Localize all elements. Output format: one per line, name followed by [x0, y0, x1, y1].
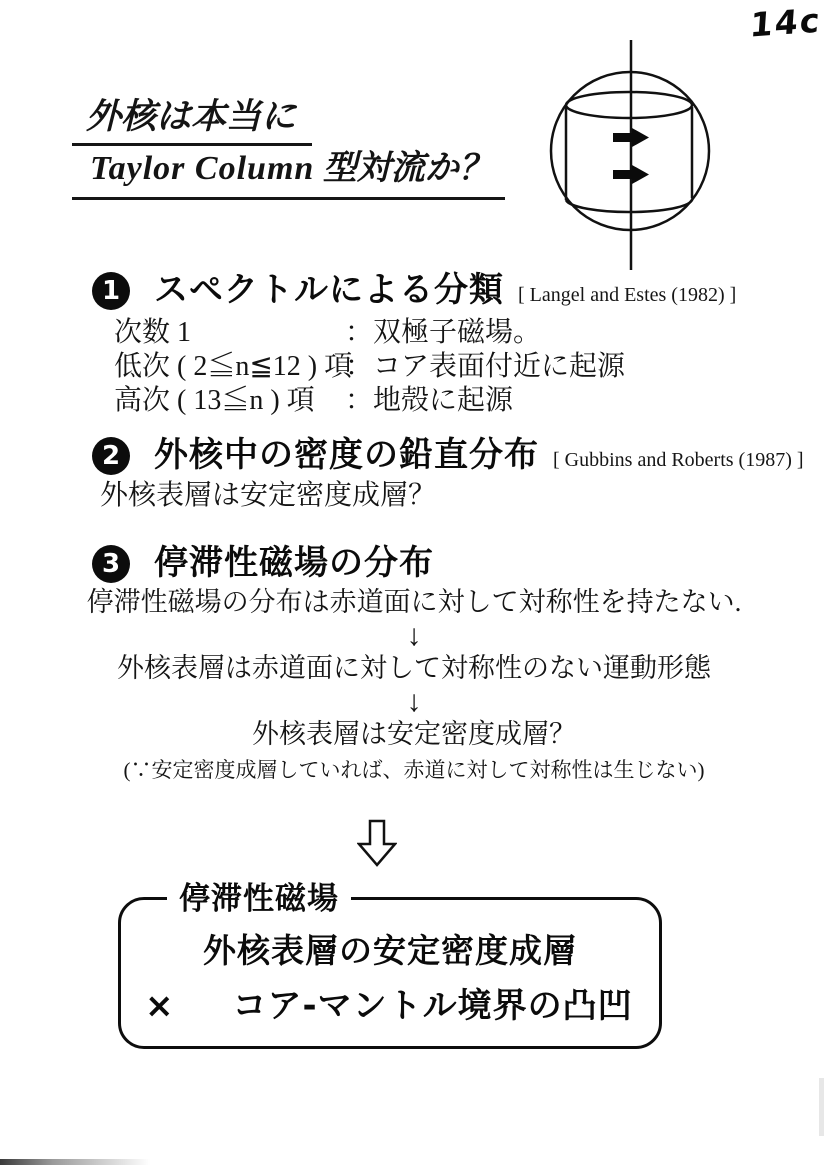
title-line-2: [72, 148, 505, 200]
spectrum-classification-table: [114, 316, 625, 418]
flow-note: (∵安定密度成層していれば、赤道に対して対称性は生じない): [123, 758, 705, 782]
title-latin-text: Taylor Column: [90, 150, 315, 187]
scan-artifact-right-edge: [819, 1078, 824, 1136]
flow-step-1: 停滞性磁場の分布は赤道面に対して対称性を持たない.: [86, 587, 742, 617]
section-2-citation: [ Gubbins and Roberts (1987) ]: [553, 449, 804, 471]
conclusion-box-label: 停滞性磁場: [167, 878, 351, 920]
table-desc: ：双極子磁場。: [345, 317, 542, 348]
section-3-number-badge: 3: [92, 545, 130, 583]
logic-flow: [36, 584, 792, 786]
table-desc: ：コア表面付近に起源: [345, 351, 626, 382]
section-3-heading: 停滞性磁場の分布: [154, 543, 434, 583]
conclusion-line-2: [121, 986, 659, 1027]
conclusion-line-2-text: コア-マントル境界の凸凹: [232, 985, 633, 1026]
taylor-column-sphere-diagram: [543, 34, 721, 274]
multiply-symbol: ×: [145, 985, 175, 1026]
scan-artifact-bottom-left: [0, 1159, 150, 1165]
cylinder-top-ellipse: [566, 92, 692, 118]
section-1-heading-row: [92, 271, 736, 310]
section-2-number-badge: 2: [92, 437, 130, 475]
section-2-heading: 外核中の密度の鉛直分布: [154, 435, 539, 475]
conclusion-box: [118, 881, 662, 1049]
table-term: 次数 1: [114, 317, 192, 348]
down-arrow-icon: ↓: [406, 619, 422, 652]
cylinder-bottom-arc: [566, 198, 692, 212]
conclusion-line-1: 外核表層の安定密度成層: [203, 931, 577, 970]
section-2-body-text: 外核表層は安定密度成層？: [100, 480, 437, 511]
flow-step-2: 外核表層は赤道面に対して対称性のない運動形態: [117, 653, 711, 683]
handwritten-page-number: 14c: [748, 0, 823, 45]
title-jp-text: 型対流か？: [314, 150, 493, 187]
section-1-number-badge: 1: [92, 272, 130, 310]
hollow-down-arrow-icon: [357, 819, 397, 867]
table-term: 低次 ( 2≦n≦12 ) 項: [114, 351, 353, 382]
section-1-citation: [ Langel and Estes (1982) ]: [518, 284, 737, 306]
section-3-heading-row: [92, 544, 434, 583]
section-1-heading: スペクトルによる分類: [154, 270, 504, 310]
section-2-heading-row: [92, 436, 804, 475]
table-desc: ：地殻に起源: [345, 385, 514, 416]
table-term: 高次 ( 13≦n ) 項: [114, 385, 315, 416]
down-arrow-icon: ↓: [406, 685, 422, 718]
flow-step-3: 外核表層は安定密度成層？: [252, 719, 576, 749]
title-line-1: 外核は本当に: [72, 95, 312, 146]
